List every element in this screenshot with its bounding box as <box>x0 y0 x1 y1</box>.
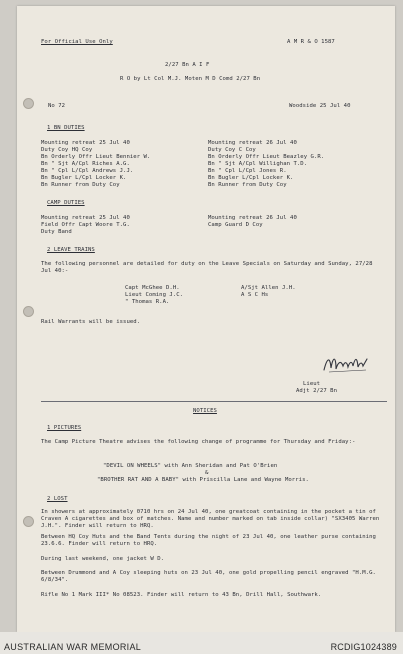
duty-row: Bn " Sjt A/Cpl Willighan T.D. <box>208 161 308 167</box>
punch-hole <box>23 98 34 109</box>
leave-name: Lieut Coming J.C. <box>125 292 184 298</box>
leave-name: Capt McGhee D.H. <box>125 285 180 291</box>
footer-reference: RCDIG1024389 <box>330 642 397 652</box>
lost-item: During last weekend, one jacket W D. <box>41 556 165 562</box>
left-duty-coy: Duty Coy HQ Coy <box>41 147 93 153</box>
film-1: "DEVIL ON WHEELS" with Ann Sheridan and Pat O'Brien <box>103 463 278 469</box>
unit-title: 2/27 Bn A I F <box>165 62 210 68</box>
orders-by: R O by Lt Col M.J. Moten M D Comd 2/27 Bn <box>120 76 261 82</box>
leave-name: A S C Hs <box>241 292 269 298</box>
camp-row: Duty Band <box>41 229 72 235</box>
section-title-leave-trains: 2 LEAVE TRAINS <box>47 247 95 253</box>
left-mounting: Mounting retreat 25 Jul 40 <box>41 140 130 146</box>
right-duty-coy: Duty Coy C Coy <box>208 147 256 153</box>
notices-heading: NOTICES <box>193 408 217 414</box>
archive-footer <box>0 632 403 654</box>
order-number: No 72 <box>48 103 66 109</box>
lost-item: Rifle No 1 Mark III* No 08523. Finder will return to 43 Bn, Drill Hall, Southwark. <box>41 592 322 598</box>
punch-hole <box>23 306 34 317</box>
camp-row: Camp Guard D Coy <box>208 222 263 228</box>
section-title-bn-duties: 1 BN DUTIES <box>47 125 85 131</box>
camp-row: Mounting retreat 26 Jul 40 <box>208 215 297 221</box>
duty-row: Bn " Cpl L/Cpl Jones R. <box>208 168 287 174</box>
signer-rank: Lieut <box>303 381 321 387</box>
section-title-camp-duties: CAMP DUTIES <box>47 200 85 206</box>
footer-credit: AUSTRALIAN WAR MEMORIAL <box>4 642 142 652</box>
duty-row: Bn " Sjt A/Cpl Riches A.G. <box>41 161 130 167</box>
duty-row: Bn " Cpl L/Cpl Andrews J.J. <box>41 168 134 174</box>
camp-row: Mounting retreat 25 Jul 40 <box>41 215 130 221</box>
signer-appointment: Adjt 2/27 Bn <box>296 388 338 394</box>
reference-number: A M R & O 1587 <box>287 39 335 45</box>
camp-row: Field Offr Capt Woore T.G. <box>41 222 130 228</box>
pictures-title: 1 PICTURES <box>47 425 82 431</box>
film-2: "BROTHER RAT AND A BABY" with Priscilla Lane and Wayne Morris. <box>97 477 309 483</box>
leave-para: The following personnel are detailed for duty on the Leave Specials on Saturday and Sunday, 27/28 Jul 40:- <box>41 261 373 274</box>
punch-hole <box>23 516 34 527</box>
lost-title: 2 LOST <box>47 496 68 502</box>
place-date: Woodside 25 Jul 40 <box>289 103 351 109</box>
leave-name: A/Sjt Allen J.H. <box>241 285 296 291</box>
document-sheet <box>17 6 395 632</box>
duty-row: Bn Bugler L/Cpl Locker K. <box>208 175 294 181</box>
duty-row: Bn Bugler L/Cpl Locker K. <box>41 175 127 181</box>
classification: For Official Use Only <box>41 39 113 45</box>
lost-item: In showers at approximately 0710 hrs on 24 Jul 40, one greatcoat containing in the pocket a tin of Craven A cigarettes and box of matches. Name and number marked on tab inside collar) "SX3405 Warren J.H.". Finder will return to HRQ. <box>41 509 380 529</box>
lost-item: Between Drummond and A Coy sleeping huts on 23 Jul 40, one gold propelling pencil engraved "H.M.G. 6/8/34". <box>41 570 376 583</box>
duty-row: Bn Orderly Offr Lieut Bennier W. <box>41 154 151 160</box>
handwritten-signature <box>321 350 371 376</box>
lost-item: Between HQ Coy Huts and the Band Tents during the night of 23 Jul 40, one leather purse containing 23.6.6. Finder will return to HRQ. <box>41 534 376 547</box>
right-mounting: Mounting retreat 26 Jul 40 <box>208 140 297 146</box>
rail-warrants: Rail Warrants will be issued. <box>41 319 141 325</box>
divider <box>41 401 387 402</box>
pictures-para: The Camp Picture Theatre advises the following change of programme for Thursday and Friday:- <box>41 439 356 445</box>
duty-row: Bn Orderly Offr Lieut Beazley G.R. <box>208 154 325 160</box>
film-ampersand: & <box>205 470 209 476</box>
leave-name: " Thomas R.A. <box>125 299 170 305</box>
duty-row: Bn Runner from Duty Coy <box>41 182 120 188</box>
duty-row: Bn Runner from Duty Coy <box>208 182 287 188</box>
